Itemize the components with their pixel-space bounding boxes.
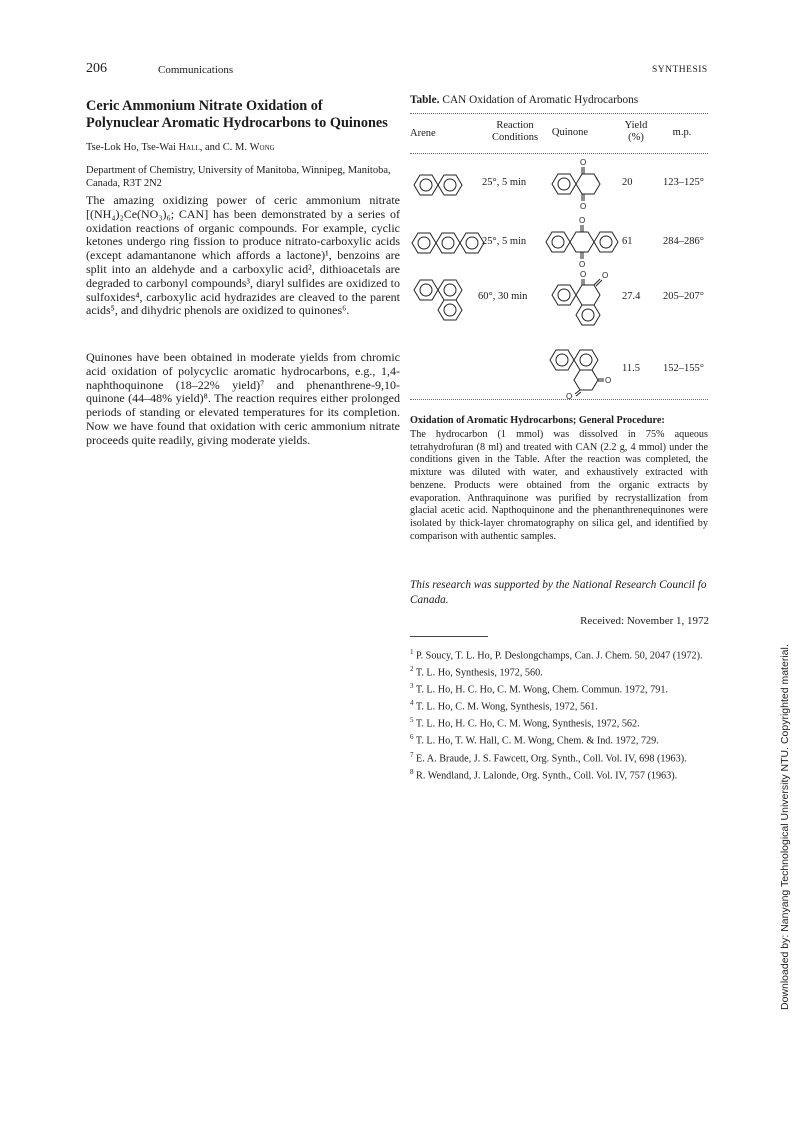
phenanthrene-structure xyxy=(410,275,470,330)
table-caption-text: CAN Oxidation of Aromatic Hydrocarbons xyxy=(442,94,639,106)
footnote-number: 4 xyxy=(410,699,414,708)
footnote-text: R. Wendland, J. Lalonde, Org. Synth., Coll. Vol. IV, 757 (1963). xyxy=(416,770,678,782)
header-quinone: Quinone xyxy=(551,127,589,138)
article-title: Ceric Ammonium Nitrate Oxidation of Polynuclear Aromatic Hydrocarbons to Quinones xyxy=(86,98,388,131)
body-paragraph-1 xyxy=(86,194,400,318)
header-yield-1: Yield xyxy=(624,120,648,131)
header-conditions-2: Conditions xyxy=(491,132,539,143)
footnote-text: E. A. Braude, J. S. Fawcett, Org. Synth., Coll. Vol. IV, 698 (1963). xyxy=(416,752,687,764)
row-4-yield: 11.5 xyxy=(622,363,640,374)
header-mp: m.p. xyxy=(672,127,692,138)
table-label: Table. xyxy=(410,94,440,106)
row-2-mp: 284–286° xyxy=(663,236,704,247)
footnote-number: 7 xyxy=(410,750,414,759)
naphthalene-structure xyxy=(410,170,470,200)
footnote-item xyxy=(410,697,710,714)
footnote-item xyxy=(410,646,710,663)
journal-name: SYNTHESIS xyxy=(652,65,708,75)
footnote-number: 6 xyxy=(410,733,414,742)
footnote-item xyxy=(410,714,710,731)
table-caption xyxy=(410,94,638,106)
anthracene-structure xyxy=(410,228,490,258)
footnote-item xyxy=(410,663,710,680)
affiliation: Department of Chemistry, University of Manitoba, Winnipeg, Manitoba, Canada, R3T 2N2 xyxy=(86,165,391,189)
footnote-item xyxy=(410,749,710,766)
footnote-text: T. L. Ho, C. M. Wong, Synthesis, 1972, 561. xyxy=(415,701,598,713)
atom-o: O xyxy=(605,376,612,385)
phenanthrenequinone-structure xyxy=(550,270,615,333)
footnote-item xyxy=(410,766,710,783)
footnote-text: T. L. Ho, H. C. Ho, C. M. Wong, Synthesis, 1972, 562. xyxy=(415,718,640,730)
header-yield-2: (%) xyxy=(628,132,644,143)
footnote-rule xyxy=(410,636,488,637)
procedure-title: Oxidation of Aromatic Hydrocarbons; General Procedure: xyxy=(410,415,665,426)
results-table xyxy=(410,113,708,403)
row-2-yield: 61 xyxy=(622,236,633,247)
atom-o: O xyxy=(580,158,587,167)
footnote-text: T. L. Ho, T. W. Hall, C. M. Wong, Chem. & Ind. 1972, 729. xyxy=(415,735,659,747)
footnotes xyxy=(410,646,710,783)
table-rule-bottom xyxy=(410,399,708,400)
footnote-number: 2 xyxy=(410,665,414,674)
download-watermark: Downloaded by: Nanyang Technological University NTU. Copyrighted material. xyxy=(779,644,791,1010)
atom-o: O xyxy=(580,270,587,279)
author-surname-wong: Wong xyxy=(249,142,275,153)
author-surname-hall: Hall xyxy=(178,142,200,153)
author-line xyxy=(86,142,275,153)
header-arene: Arene xyxy=(410,128,436,139)
footnote-number: 8 xyxy=(410,767,414,776)
acknowledgement: This research was supported by the National Research Council fo Canada. xyxy=(410,579,707,606)
footnote-text: T. L. Ho, Synthesis, 1972, 560. xyxy=(415,667,543,679)
procedure-text: The hydrocarbon (1 mmol) was dissolved in 75% aqueous tetrahydrofuran (8 ml) and treated with CAN (2.2 g, 4 mmol) under the conditions given in the Table. After the reaction was completed, the mixture was diluted with water, and exhaustively extracted with benzene. Products were obtained from the organic extracts by evaporation. Anthraquinone was purified by recrystallization from glacial acetic acid. Napthoquinone and the phenanthrenequinones were isolated by thick-layer chromatography on silica gel, and identified by comparison with authentic samples. xyxy=(410,429,708,542)
footnote-number: 5 xyxy=(410,716,414,725)
header-conditions-1: Reaction xyxy=(496,120,534,131)
atom-o: O xyxy=(580,202,587,211)
atom-o: O xyxy=(579,216,586,225)
body-paragraph-2 xyxy=(86,351,400,448)
footnote-text: T. L. Ho, H. C. Ho, C. M. Wong, Chem. Commun. 1972, 791. xyxy=(415,684,668,696)
footnote-text: P. Soucy, T. L. Ho, P. Deslongchamps, Can. J. Chem. 50, 2047 (1972). xyxy=(416,650,703,662)
atom-o: O xyxy=(602,271,609,280)
row-4-mp: 152–155° xyxy=(663,363,704,374)
footnote-number: 3 xyxy=(410,682,414,691)
section-name: Communications xyxy=(158,64,234,76)
row-1-yield: 20 xyxy=(622,177,633,188)
footnote-number: 1 xyxy=(410,648,414,656)
row-1-mp: 123–125° xyxy=(663,177,704,188)
received-date: Received: November 1, 1972 xyxy=(580,615,709,627)
row-3-yield: 27.4 xyxy=(622,291,641,302)
row-3-mp: 205–207° xyxy=(663,291,704,302)
row-2-conditions: 25°, 5 min xyxy=(482,236,527,247)
author-names-1: Tse-Lok Ho, Tse-Wai xyxy=(86,142,176,153)
anthraquinone-structure xyxy=(544,217,624,267)
atom-o: O xyxy=(579,260,586,269)
paragraph-text: Quinones have been obtained in moderate yields from chromic acid oxidation of polycyclic aromatic hydrocarbons, e.g., 1,4-naphthoquinone (18–22% yield)⁷ and phenanthrene-9,10-quinone (44–48% yield)⁸. The reaction requires either prolonged periods of standing or elevated temperatures for its completion. Now we have found that oxidation with ceric ammonium nitrate proceeds quite readily, giving moderate yields. xyxy=(86,350,400,447)
atom-o: O xyxy=(566,392,573,401)
paragraph-text: The amazing oxidizing power of ceric ammonium nitrate [(NH₄)₂Ce(NO₃)₆; CAN] has been demonstrated by a series of oxidation reactions of organic compounds. For example, cyclic ketones undergo ring fission to produce nitrato-carboxylic acids (except adamantanone which affords a lactone)¹, benzoins are split into an aldehyde and a carboxylic acid², dithioacetals are degraded to carbonyl compounds³, diaryl sulfides are oxidized to sulfoxides⁴, carboxylic acid hydrazides are cleaved to the parent acids⁵, and dihydric phenols are oxidized to quinones⁶. xyxy=(86,193,400,318)
footnote-item xyxy=(410,680,710,697)
table-rule-top xyxy=(410,113,708,114)
table-rule-header xyxy=(410,153,708,154)
naphthoquinone-structure xyxy=(550,159,610,209)
page-number: 206 xyxy=(86,61,107,76)
row-1-conditions: 25°, 5 min xyxy=(482,177,527,188)
phenanthrene-14-quinone-structure xyxy=(548,345,618,401)
author-names-2: , and C. M. xyxy=(199,142,248,153)
row-3-conditions: 60°, 30 min xyxy=(478,291,528,302)
footnote-item xyxy=(410,731,710,748)
